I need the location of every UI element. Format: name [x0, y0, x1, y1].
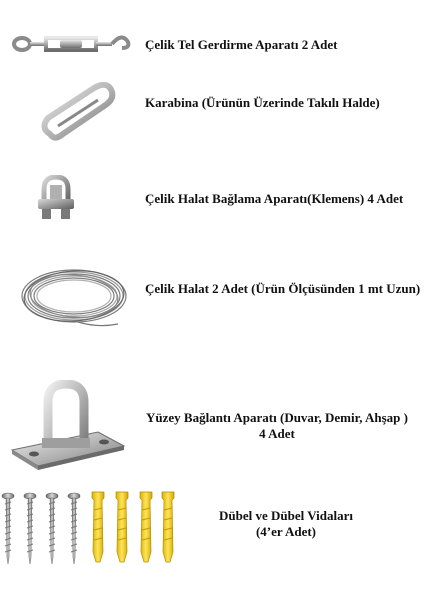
item-label-steel-wire: Çelik Halat 2 Adet (Ürün Ölçüsünden 1 mt Uzun)	[145, 281, 421, 296]
wire-clamp-icon	[34, 175, 78, 223]
screws-label-line2: (4’er Adet)	[255, 524, 317, 539]
item-label-screws-anchors	[186, 508, 386, 540]
carabiner-icon	[38, 82, 116, 144]
item-label-carabiner: Karabina (Ürünün Üzerinde Takılı Halde)	[145, 95, 380, 110]
screws-and-anchors-icon	[0, 488, 184, 572]
wall-mount-label-line1: Yüzey Bağlantı Aparatı (Duvar, Demir, Ahşap )	[146, 410, 408, 425]
steel-wire-coil-icon	[18, 262, 130, 330]
item-label-wire-clamp: Çelik Halat Bağlama Aparatı(Klemens) 4 Adet	[145, 191, 404, 206]
turnbuckle-icon	[10, 28, 132, 60]
wall-mount-label-line2: 4 Adet	[259, 426, 295, 441]
item-label-wall-mount	[130, 410, 424, 442]
wall-mount-plate-icon	[8, 380, 126, 470]
item-label-turnbuckle: Çelik Tel Gerdirme Aparatı 2 Adet	[145, 37, 338, 52]
screws-label-line1: Dübel ve Dübel Vidaları	[219, 508, 353, 523]
